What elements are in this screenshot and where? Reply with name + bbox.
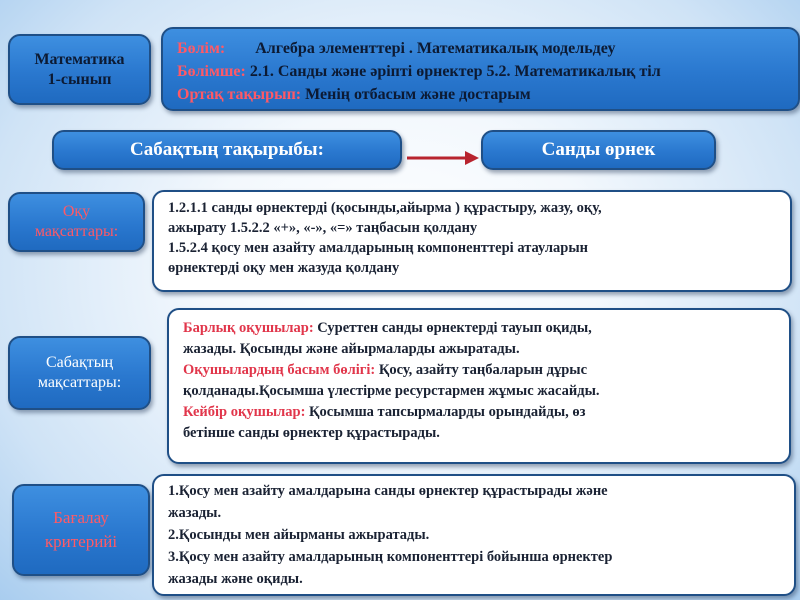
assessment-label-1: Бағалау — [53, 508, 109, 527]
subject-name: Математика — [34, 50, 125, 68]
most-students-label: Оқушылардың басым бөлігі: — [183, 362, 376, 378]
most-students-text-2: қолданады.Қосымша үлестірме ресурстармен жұмыс жасайды. — [183, 383, 600, 399]
most-students-text-1: Қосу, азайту таңбаларын дұрыс — [378, 362, 588, 378]
common-topic-label: Ортақ тақырып: — [177, 86, 302, 103]
assessment-criterion-line: жазады. — [168, 505, 222, 521]
lesson-objectives-label-1: Сабақтың — [45, 354, 114, 371]
some-students-label: Кейбір оқушылар: — [183, 404, 306, 420]
learning-objective-line: өрнектерді оқу мен жазуда қолдану — [168, 260, 400, 276]
assessment-criterion-line: жазады және оқиды. — [168, 571, 303, 587]
some-students-text-2: бетінше санды өрнектер құрастырады. — [183, 425, 440, 441]
assessment-criterion-line: 1.Қосу мен азайту амалдарына санды өрнектер құрастырады және — [168, 483, 608, 499]
learning-objective-line: 1.5.2.4 қосу мен азайту амалдарының компоненттері атауларын — [168, 240, 589, 256]
assessment-criterion-line: 3.Қосу мен азайту амалдарының компоненттері бойынша өрнектер — [168, 549, 613, 565]
learning-objective-line: ажырату 1.5.2.2 «+», «-», «=» таңбасын қолдану — [168, 220, 478, 236]
subject-box — [8, 34, 151, 105]
learning-objectives-label-2: мақсаттары: — [34, 223, 119, 240]
lesson-topic-value: Санды өрнек — [541, 139, 656, 161]
learning-objective-line: 1.2.1.1 санды өрнектерді (қосынды,айырма ) құрастыру, жазу, оқу, — [168, 200, 602, 216]
lesson-topic-label-box — [52, 130, 402, 170]
section-label: Бөлім: — [177, 40, 226, 57]
grade: 1-сынып — [47, 70, 112, 88]
common-topic-value: Менің отбасым және достарым — [305, 86, 531, 103]
subsection-value: 2.1. Санды және әріпті өрнектер 5.2. Математикалық тіл — [249, 63, 661, 80]
section-value: Алгебра элементтері . Математикалық модельдеу — [255, 40, 616, 57]
lesson-topic-value-box — [481, 130, 716, 170]
arrow-right-icon — [403, 142, 483, 172]
lesson-objectives-label-2: мақсаттары: — [37, 374, 122, 391]
lesson-topic-label: Сабақтың тақырыбы: — [130, 139, 324, 161]
section-info-box — [161, 27, 800, 111]
lesson-objectives-box — [167, 308, 791, 464]
all-students-text-1: Суреттен санды өрнектерді тауып оқиды, — [317, 320, 592, 336]
all-students-text-2: жазады. Қосынды және айырмаларды ажыратады. — [183, 341, 520, 357]
assessment-label-2: критерийі — [44, 532, 118, 551]
learning-objectives-box — [152, 190, 792, 292]
subsection-label: Бөлімше: — [177, 63, 246, 80]
assessment-criteria-label-box — [12, 484, 150, 576]
lesson-objectives-label-box — [8, 336, 151, 410]
learning-objectives-label-box — [8, 192, 145, 252]
all-students-label: Барлық оқушылар: — [183, 320, 314, 336]
assessment-criterion-line: 2.Қосынды мен айырманы ажыратады. — [168, 527, 430, 543]
some-students-text-1: Қосымша тапсырмаларды орындайды, өз — [309, 404, 586, 420]
learning-objectives-label-1: Оқу — [62, 203, 91, 220]
assessment-criteria-box — [152, 474, 796, 596]
